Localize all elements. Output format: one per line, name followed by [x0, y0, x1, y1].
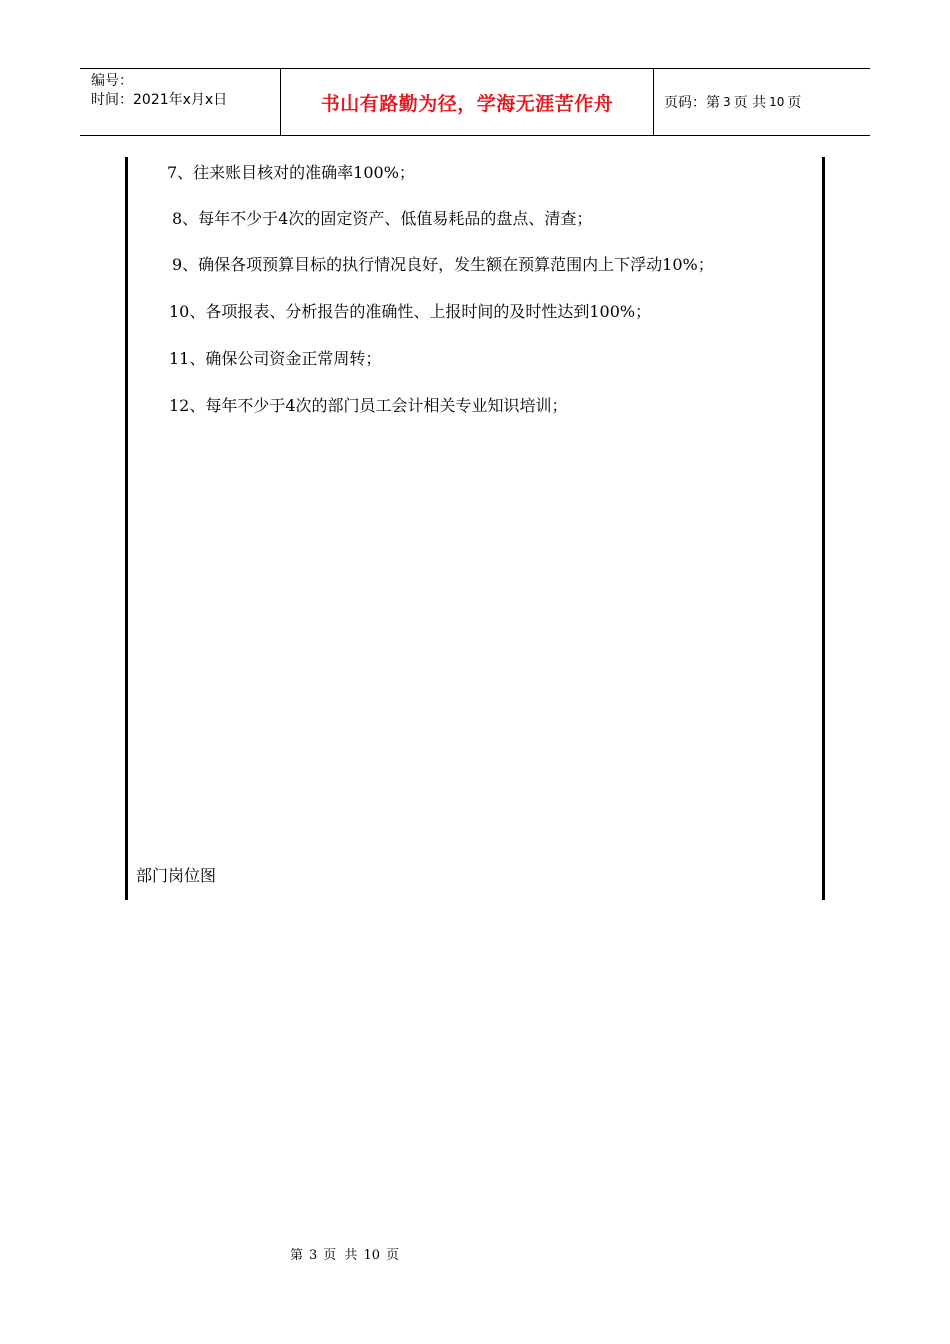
list-item: 10、各项报表、分析报告的准确性、上报时间的及时性达到100%； [169, 302, 652, 321]
page-footer [0, 1247, 950, 1265]
list-item: 9、确保各项预算目标的执行情况良好，发生额在预算范围内上下浮动10%； [172, 255, 714, 274]
header-meta-cell [80, 69, 281, 135]
footer-prefix: 第 [290, 1248, 304, 1263]
page-prefix: 页码：第 [664, 95, 720, 111]
list-item: 8、每年不少于4次的固定资产、低值易耗品的盘点、清查； [172, 209, 593, 228]
footer-current: 3 [309, 1248, 318, 1263]
document-header [80, 68, 870, 136]
time-label: 时间：2021年x月x日 [91, 92, 228, 108]
header-page-number [654, 69, 870, 135]
page-mid: 页 共 [733, 95, 767, 111]
content-box [125, 157, 825, 900]
list-item: 7、往来账目核对的准确率100%； [167, 163, 415, 182]
page-total: 10 [769, 95, 785, 109]
right-border-line [822, 157, 825, 900]
footer-suffix: 页 [385, 1248, 399, 1263]
page-current: 3 [723, 95, 731, 109]
header-motto: 书山有路勤为径，学海无涯苦作舟 [281, 69, 654, 135]
footer-total: 10 [363, 1248, 380, 1263]
footer-mid: 页 共 [323, 1248, 358, 1263]
page-suffix: 页 [787, 95, 802, 111]
section-label: 部门岗位图 [136, 866, 217, 885]
serial-label: 编号： [91, 73, 133, 89]
left-border-line [125, 157, 128, 900]
list-item: 12、每年不少于4次的部门员工会计相关专业知识培训； [169, 396, 568, 415]
list-item: 11、确保公司资金正常周转； [169, 349, 382, 368]
